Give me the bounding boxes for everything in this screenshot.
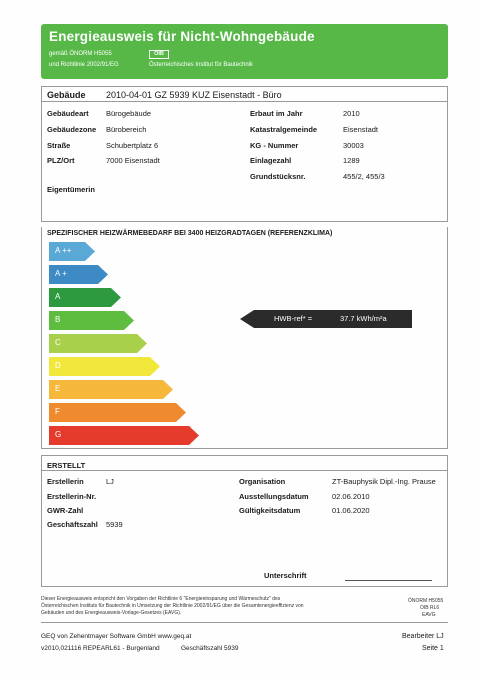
header-directive: und Richtlinie 2002/91/EG (49, 62, 119, 68)
cadastral-value: Eisenstadt (343, 125, 379, 134)
hwb-indicator (240, 310, 412, 328)
creator-label: Erstellerin (47, 477, 84, 486)
creator-value: LJ (106, 477, 114, 486)
owner-label: Eigentümerin (47, 185, 95, 194)
footer-page: Seite 1 (422, 645, 444, 652)
valid-date-label: Gültigkeitsdatum (239, 506, 301, 515)
efficiency-class-bar (49, 242, 95, 261)
efficiency-class-label: B (55, 315, 61, 324)
street-value: Schubertplatz 6 (106, 141, 159, 150)
efficiency-class-bar (49, 403, 186, 422)
organisation-value: ZT-Bauphysik Dipl.-Ing. Prause (332, 477, 436, 486)
plot-number-value: 455/2, 455/3 (343, 172, 385, 181)
footer-software: GEQ von Zehentmayer Software GmbH www.geq.at (41, 633, 192, 640)
efficiency-class-bar (49, 334, 147, 353)
signature-line (345, 580, 432, 581)
built-year-value: 2010 (343, 109, 360, 118)
efficiency-class-label: D (55, 361, 61, 370)
disclaimer-side-3: EAVG (422, 612, 436, 618)
building-type-label: Gebäudeart (47, 109, 89, 118)
building-label: Gebäude (47, 90, 86, 100)
efficiency-class-bar (49, 380, 173, 399)
building-section (41, 86, 448, 222)
postcode-label: PLZ/Ort (47, 156, 75, 165)
issue-date-label: Ausstellungsdatum (239, 492, 309, 501)
hwb-value: 37.7 kWh/m²a (340, 314, 387, 323)
disclaimer-side-1: ÖNORM H5055 (408, 598, 444, 604)
efficiency-class-label: C (55, 338, 61, 347)
building-value: 2010-04-01 GZ 5939 KUZ Eisenstadt - Büro (106, 90, 282, 100)
efficiency-class-arrow (49, 357, 160, 376)
created-divider (42, 470, 447, 471)
business-number-value: 5939 (106, 520, 123, 529)
disclaimer-side-2: OIB RL6 (420, 605, 440, 611)
efficiency-class-arrow (49, 403, 186, 422)
efficiency-class-label: A + (55, 269, 67, 278)
header-banner (41, 24, 448, 79)
efficiency-class-bar (49, 265, 108, 284)
signature-label: Unterschrift (264, 571, 307, 580)
kg-number-label: KG - Nummer (250, 141, 299, 150)
valid-date-value: 01.06.2020 (332, 506, 370, 515)
efficiency-class-bar (49, 311, 134, 330)
disclaimer-line-3: Gebäuden und des Energieausweis-Vorlage-Gesetzes (EAVG). (41, 610, 182, 616)
oib-logo: OIB (149, 50, 169, 59)
header-institute: Österreichisches Institut für Bautechnik (149, 62, 254, 68)
built-year-label: Erbaut im Jahr (250, 109, 303, 118)
issue-date-value: 02.06.2010 (332, 492, 370, 501)
plot-number-label: Grundstücksnr. (250, 172, 306, 181)
header-norm: gemäß ÖNORM H5055 (49, 51, 112, 57)
efficiency-class-label: A (55, 292, 61, 301)
building-zone-label: Gebäudezone (47, 125, 97, 134)
kg-number-value: 30003 (343, 141, 364, 150)
disclaimer-line-2: Österreichischen Instituts für Bautechnik in Umsetzung der Richtlinie 2002/91/EG über die Gesamtenergieeffizienz von (41, 603, 304, 609)
hwb-label: HWB-ref* = (274, 314, 313, 323)
footer-divider (41, 622, 448, 623)
efficiency-class-label: E (55, 384, 61, 393)
efficiency-class-bar (49, 357, 160, 376)
disclaimer-line-1: Dieser Energieausweis entspricht den Vorgaben der Richtlinie 6 "Energieeinsparung und Wärmeschutz" des (41, 596, 281, 602)
efficiency-class-arrow (49, 380, 173, 399)
efficiency-class-label: A ++ (55, 246, 72, 255)
efficiency-class-label: G (55, 430, 62, 439)
efficiency-class-bar (49, 288, 121, 307)
gwr-label: GWR-Zahl (47, 506, 84, 515)
efficiency-class-arrow (49, 426, 199, 445)
building-type-value: Bürogebäude (106, 109, 152, 118)
creator-number-label: Erstellerin-Nr. (47, 492, 97, 501)
efficiency-class-arrow (49, 334, 147, 353)
business-number-label: Geschäftszahl (47, 520, 98, 529)
postcode-value: 7000 Eisenstadt (106, 156, 160, 165)
efficiency-section (41, 227, 448, 449)
efficiency-class-arrow (49, 311, 134, 330)
cadastral-label: Katastralgemeinde (250, 125, 318, 134)
organisation-label: Organisation (239, 477, 286, 486)
footer-file: Geschäftszahl 5939 (181, 645, 239, 652)
street-label: Straße (47, 141, 71, 150)
created-section (41, 455, 448, 587)
building-zone-value: Bürobereich (106, 125, 147, 134)
footer-editor: Bearbeiter LJ (402, 633, 444, 640)
deposit-number-value: 1289 (343, 156, 360, 165)
efficiency-class-bar (49, 426, 199, 445)
created-heading: ERSTELLT (47, 461, 86, 470)
efficiency-class-label: F (55, 407, 60, 416)
document-title: Energieausweis für Nicht-Wohngebäude (49, 29, 315, 44)
footer-version: v2010,021116 REPEARL61 - Burgenland (41, 645, 160, 652)
building-divider (42, 101, 447, 102)
efficiency-heading: SPEZIFISCHER HEIZWÄRMEBEDARF BEI 3400 HEIZGRADTAGEN (REFERENZKLIMA) (47, 230, 333, 237)
deposit-number-label: Einlagezahl (250, 156, 292, 165)
